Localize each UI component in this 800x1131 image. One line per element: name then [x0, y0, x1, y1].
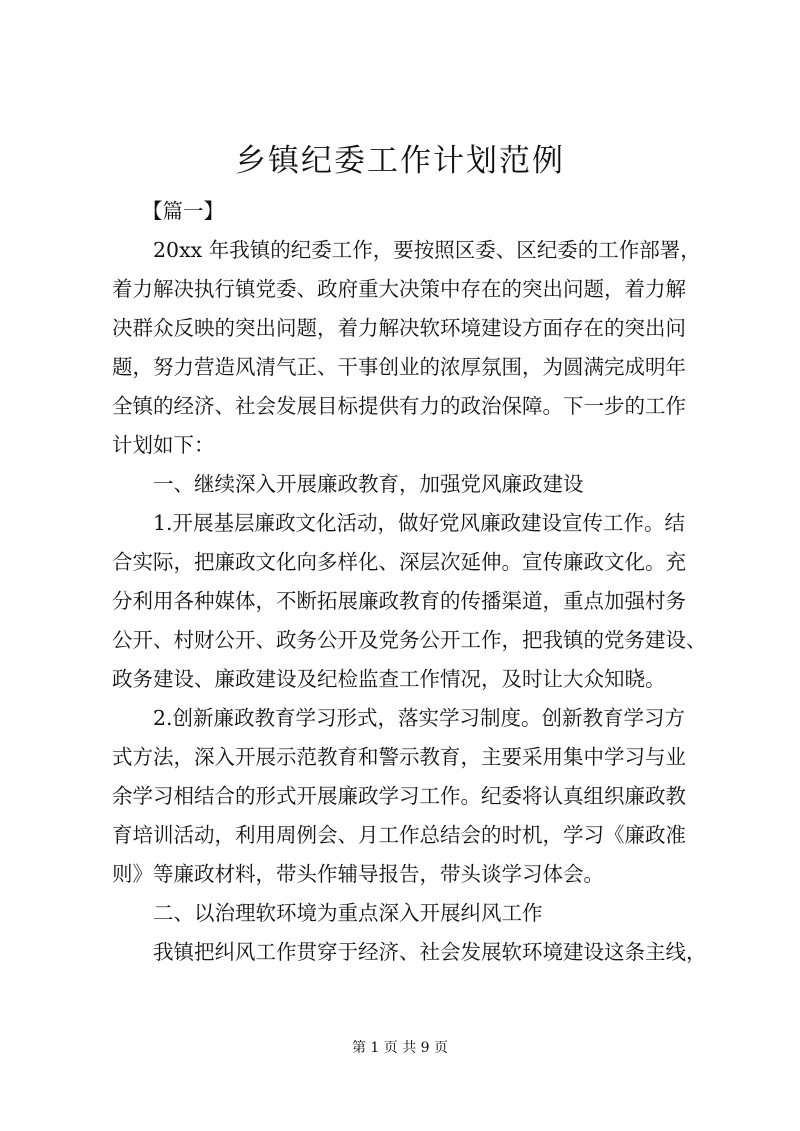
paragraph-item-2 [112, 699, 708, 894]
text-line: 我镇把纠风工作贯穿于经济、社会发展软环境建设这条主线， [153, 940, 707, 964]
section-label: 【篇一】 [142, 199, 224, 223]
paragraph-intro [112, 231, 708, 465]
text-line: 二、以治理软环境为重点深入开展纠风工作 [153, 901, 543, 925]
paragraph-section-2-start [112, 933, 708, 972]
text-line: 题，努力营造风清气正、干事创业的浓厚氛围，为圆满完成明年 [112, 355, 686, 379]
text-line: 决群众反映的突出问题，着力解决软环境建设方面存在的突出问 [112, 316, 686, 340]
text-line: 育培训活动，利用周例会、月工作总结会的时机，学习《廉政准 [112, 823, 686, 847]
text-line: 着力解决执行镇党委、政府重大决策中存在的突出问题，着力解 [112, 277, 686, 301]
text-line: 余学习相结合的形式开展廉政学习工作。纪委将认真组织廉政教 [112, 784, 686, 808]
paragraph-item-1 [112, 504, 708, 699]
text-line: 式方法，深入开展示范教育和警示教育，主要采用集中学习与业 [112, 745, 686, 769]
heading-section-1 [112, 465, 708, 504]
text-line: 1.开展基层廉政文化活动，做好党风廉政建设宣传工作。结 [153, 511, 686, 535]
text-line: 公开、村财公开、政务公开及党务公开工作，把我镇的党务建设、 [112, 628, 707, 652]
text-line: 一、继续深入开展廉政教育，加强党风廉政建设 [153, 472, 584, 496]
text-line: 20xx 年我镇的纪委工作，要按照区委、区纪委的工作部署， [153, 238, 701, 262]
text-line: 2.创新廉政教育学习形式，落实学习制度。创新教育学习方 [153, 706, 686, 730]
text-line: 计划如下： [112, 433, 215, 457]
heading-section-2 [112, 894, 708, 933]
text-line: 政务建设、廉政建设及纪检监查工作情况，及时让大众知晓。 [112, 667, 666, 691]
text-line: 合实际，把廉政文化向多样化、深层次延伸。宣传廉政文化。充 [112, 550, 686, 574]
document-body [112, 192, 708, 972]
text-line: 全镇的经济、社会发展目标提供有力的政治保障。下一步的工作 [112, 394, 686, 418]
text-line: 分利用各种媒体，不断拓展廉政教育的传播渠道，重点加强村务 [112, 589, 686, 613]
document-title: 乡镇纪委工作计划范例 [235, 143, 565, 179]
text-line: 则》等廉政材料，带头作辅导报告，带头谈学习体会。 [112, 862, 604, 886]
page-footer: 第 1 页 共 9 页 [351, 1040, 449, 1056]
